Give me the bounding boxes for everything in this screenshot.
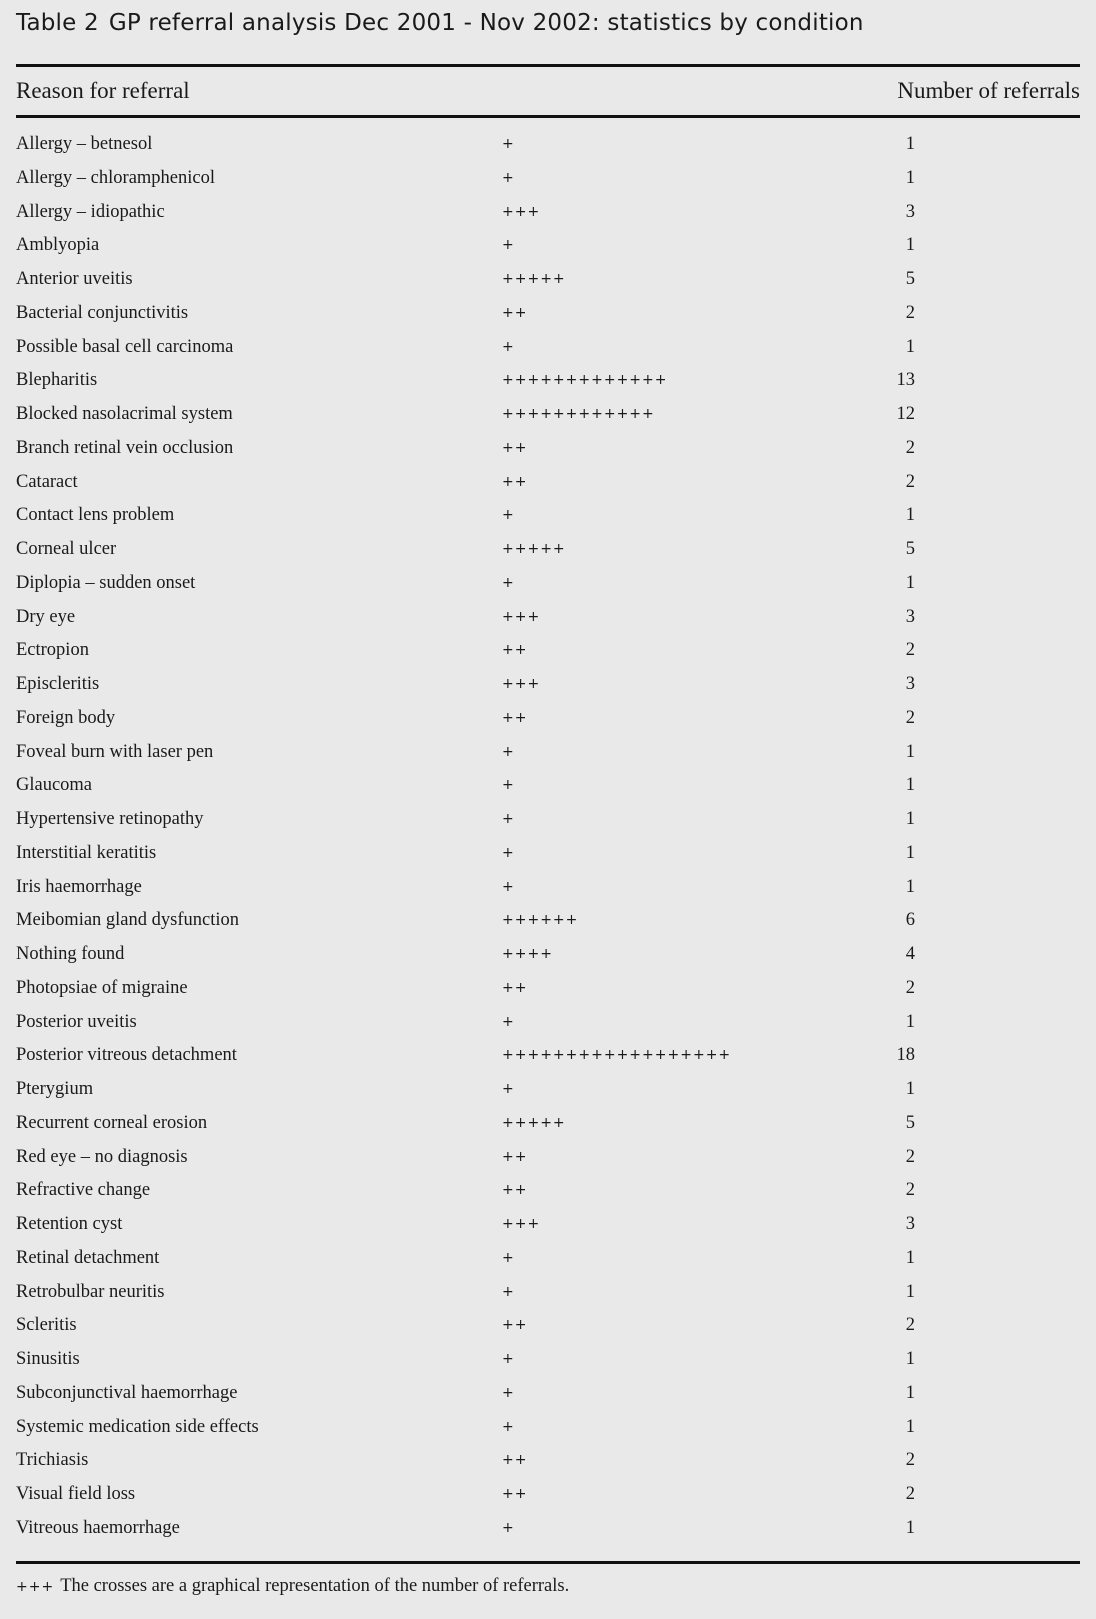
table-row xyxy=(16,1512,1080,1546)
top-rule xyxy=(16,64,1080,67)
row-count: 1 xyxy=(905,1349,915,1369)
row-count: 5 xyxy=(905,269,915,289)
table-row xyxy=(16,1242,1080,1276)
table-row xyxy=(16,466,1080,500)
row-crosses: ++++++++++++++++++ xyxy=(502,1047,732,1064)
row-reason: Nothing found xyxy=(16,944,125,964)
table-row xyxy=(16,196,1080,230)
row-crosses: ++ xyxy=(502,1148,528,1165)
row-crosses: ++++++ xyxy=(502,912,579,929)
row-crosses: + xyxy=(502,1283,515,1300)
row-count: 2 xyxy=(905,707,915,728)
row-reason: Anterior uveitis xyxy=(16,269,133,289)
row-count: 1 xyxy=(905,876,915,897)
table-row xyxy=(16,229,1080,263)
row-crosses: ++ xyxy=(502,1182,528,1199)
row-reason: Retrobulbar neuritis xyxy=(16,1281,165,1302)
row-count: 1 xyxy=(905,134,915,154)
row-reason: Allergy – betnesol xyxy=(16,134,153,154)
row-reason: Amblyopia xyxy=(16,235,100,256)
row-crosses: ++ xyxy=(502,979,528,996)
row-reason: Interstitial keratitis xyxy=(16,842,157,863)
header-rule xyxy=(16,115,1080,118)
row-count: 1 xyxy=(905,336,915,357)
table-row xyxy=(16,769,1080,803)
row-count: 3 xyxy=(905,606,915,627)
row-count: 2 xyxy=(905,1450,915,1471)
table-body xyxy=(16,128,1080,1546)
table-footnote xyxy=(16,1576,569,1597)
row-crosses: + xyxy=(502,1013,515,1030)
column-header-reason: Reason for referral xyxy=(16,78,190,103)
table-row xyxy=(16,1141,1080,1175)
row-count: 2 xyxy=(905,1484,915,1504)
row-crosses: + xyxy=(502,136,515,152)
row-count: 2 xyxy=(905,302,915,323)
row-count: 2 xyxy=(905,1180,915,1201)
table-row xyxy=(16,567,1080,601)
table-row xyxy=(16,1377,1080,1411)
row-crosses: + xyxy=(502,1418,515,1435)
row-reason: Blepharitis xyxy=(16,370,98,391)
row-reason: Cataract xyxy=(16,471,78,492)
row-crosses: ++ xyxy=(502,439,528,456)
row-crosses: ++ xyxy=(502,1452,528,1469)
row-reason: Branch retinal vein occlusion xyxy=(16,437,234,458)
row-count: 1 xyxy=(905,1247,915,1268)
row-reason: Systemic medication side effects xyxy=(16,1416,259,1437)
row-count: 3 xyxy=(905,1214,915,1234)
table-row xyxy=(16,837,1080,871)
row-reason: Scleritis xyxy=(16,1315,77,1336)
row-count: 2 xyxy=(905,1146,915,1167)
row-crosses: ++ xyxy=(502,473,528,490)
table-label: Table 2 xyxy=(16,10,99,36)
row-crosses: +++++ xyxy=(502,271,566,287)
row-count: 18 xyxy=(896,1045,915,1066)
row-reason: Meibomian gland dysfunction xyxy=(16,910,239,931)
table-row xyxy=(16,1411,1080,1445)
table-row xyxy=(16,1309,1080,1343)
row-crosses: ++ xyxy=(502,642,528,659)
row-reason: Possible basal cell carcinoma xyxy=(16,336,234,357)
row-reason: Bacterial conjunctivitis xyxy=(16,302,189,323)
table-row xyxy=(16,1006,1080,1040)
row-crosses: ++ xyxy=(502,1486,528,1502)
table-row xyxy=(16,1343,1080,1377)
row-reason: Sinusitis xyxy=(16,1349,80,1369)
table-row xyxy=(16,938,1080,972)
footnote-crosses: +++ xyxy=(16,1579,55,1595)
table-title xyxy=(16,10,864,36)
row-reason: Contact lens problem xyxy=(16,505,175,526)
row-reason: Posterior vitreous detachment xyxy=(16,1045,237,1066)
row-reason: Hypertensive retinopathy xyxy=(16,809,204,829)
row-reason: Allergy – chloramphenicol xyxy=(16,167,215,188)
footnote-text: The crosses are a graphical representation of the number of referrals. xyxy=(60,1576,570,1596)
table-row xyxy=(16,736,1080,770)
row-count: 1 xyxy=(905,775,915,796)
table-row xyxy=(16,128,1080,162)
row-reason: Foreign body xyxy=(16,707,116,728)
row-reason: Ectropion xyxy=(16,640,89,661)
row-crosses: + xyxy=(502,574,515,591)
table-row xyxy=(16,1073,1080,1107)
row-count: 3 xyxy=(905,674,915,694)
row-crosses: + xyxy=(502,878,515,895)
column-header-count: Number of referrals xyxy=(897,78,1080,103)
row-count: 1 xyxy=(905,809,915,829)
row-count: 2 xyxy=(905,471,915,492)
row-reason: Blocked nasolacrimal system xyxy=(16,404,233,424)
table-header-row xyxy=(16,78,1080,108)
table-row xyxy=(16,297,1080,331)
table-row xyxy=(16,1039,1080,1073)
row-crosses: + xyxy=(502,237,515,254)
row-count: 1 xyxy=(905,167,915,188)
row-crosses: + xyxy=(502,1519,515,1536)
row-crosses: +++++++++++++ xyxy=(502,372,668,389)
row-count: 2 xyxy=(905,977,915,998)
table-row xyxy=(16,1208,1080,1242)
row-reason: Posterior uveitis xyxy=(16,1011,137,1032)
row-crosses: ++++++++++++ xyxy=(502,406,655,422)
row-reason: Retention cyst xyxy=(16,1214,123,1234)
row-crosses: + xyxy=(502,1081,515,1097)
row-count: 2 xyxy=(905,640,915,661)
row-reason: Pterygium xyxy=(16,1079,94,1099)
row-count: 1 xyxy=(905,842,915,863)
table-row xyxy=(16,904,1080,938)
row-crosses: +++ xyxy=(502,676,541,692)
row-count: 5 xyxy=(905,1112,915,1133)
row-reason: Glaucoma xyxy=(16,775,93,796)
row-count: 1 xyxy=(905,572,915,593)
row-crosses: + xyxy=(502,811,515,827)
row-crosses: + xyxy=(502,1249,515,1266)
row-count: 1 xyxy=(905,1011,915,1032)
row-count: 1 xyxy=(905,1079,915,1099)
table-row xyxy=(16,398,1080,432)
table-row xyxy=(16,432,1080,466)
table-row xyxy=(16,871,1080,905)
row-reason: Retinal detachment xyxy=(16,1247,160,1268)
table-row xyxy=(16,331,1080,365)
row-crosses: +++++ xyxy=(502,1114,566,1131)
row-crosses: + xyxy=(502,338,515,355)
row-reason: Episcleritis xyxy=(16,674,100,694)
table-row xyxy=(16,263,1080,297)
row-crosses: ++++ xyxy=(502,946,553,962)
row-reason: Trichiasis xyxy=(16,1450,89,1471)
row-count: 1 xyxy=(905,1281,915,1302)
row-count: 2 xyxy=(905,437,915,458)
table-row xyxy=(16,702,1080,736)
table-row xyxy=(16,1174,1080,1208)
row-reason: Photopsiae of migraine xyxy=(16,977,188,998)
row-reason: Foveal burn with laser pen xyxy=(16,741,214,762)
table-row xyxy=(16,364,1080,398)
table-row xyxy=(16,972,1080,1006)
table-title-text: GP referral analysis Dec 2001 - Nov 2002: statistics by condition xyxy=(108,10,864,36)
row-reason: Subconjunctival haemorrhage xyxy=(16,1382,238,1403)
row-count: 3 xyxy=(905,201,915,222)
row-count: 1 xyxy=(905,235,915,256)
row-crosses: ++ xyxy=(502,709,528,726)
table-row xyxy=(16,1107,1080,1141)
row-crosses: + xyxy=(502,777,515,794)
row-reason: Dry eye xyxy=(16,606,76,627)
row-count: 6 xyxy=(905,910,915,931)
row-reason: Refractive change xyxy=(16,1180,151,1201)
bottom-rule xyxy=(16,1561,1080,1564)
row-count: 5 xyxy=(905,539,915,559)
row-crosses: +++ xyxy=(502,1216,541,1232)
row-reason: Allergy – idiopathic xyxy=(16,201,165,222)
table-row xyxy=(16,803,1080,837)
row-reason: Recurrent corneal erosion xyxy=(16,1112,208,1133)
table-row xyxy=(16,499,1080,533)
row-reason: Vitreous haemorrhage xyxy=(16,1517,180,1538)
row-reason: Corneal ulcer xyxy=(16,539,117,559)
table-row xyxy=(16,601,1080,635)
row-crosses: +++ xyxy=(502,608,541,625)
row-reason: Diplopia – sudden onset xyxy=(16,572,196,593)
row-crosses: + xyxy=(502,1351,515,1367)
row-crosses: + xyxy=(502,743,515,760)
row-count: 1 xyxy=(905,1517,915,1538)
row-crosses: + xyxy=(502,844,515,861)
row-crosses: ++ xyxy=(502,304,528,321)
row-count: 1 xyxy=(905,505,915,526)
row-crosses: +++++ xyxy=(502,541,566,557)
row-crosses: + xyxy=(502,169,515,186)
table-row xyxy=(16,1276,1080,1310)
table-row xyxy=(16,668,1080,702)
row-crosses: +++ xyxy=(502,203,541,220)
row-crosses: + xyxy=(502,507,515,524)
row-reason: Iris haemorrhage xyxy=(16,876,142,897)
table-row xyxy=(16,1444,1080,1478)
table-row xyxy=(16,162,1080,196)
row-crosses: ++ xyxy=(502,1317,528,1334)
table-row xyxy=(16,533,1080,567)
row-count: 4 xyxy=(905,944,915,964)
row-crosses: + xyxy=(502,1384,515,1401)
table-row xyxy=(16,634,1080,668)
row-count: 2 xyxy=(905,1315,915,1336)
row-count: 12 xyxy=(896,404,915,424)
table-row xyxy=(16,1478,1080,1512)
row-reason: Visual field loss xyxy=(16,1484,136,1504)
row-count: 1 xyxy=(905,1382,915,1403)
row-count: 1 xyxy=(905,741,915,762)
row-reason: Red eye – no diagnosis xyxy=(16,1146,188,1167)
row-count: 1 xyxy=(905,1416,915,1437)
row-count: 13 xyxy=(896,370,915,391)
